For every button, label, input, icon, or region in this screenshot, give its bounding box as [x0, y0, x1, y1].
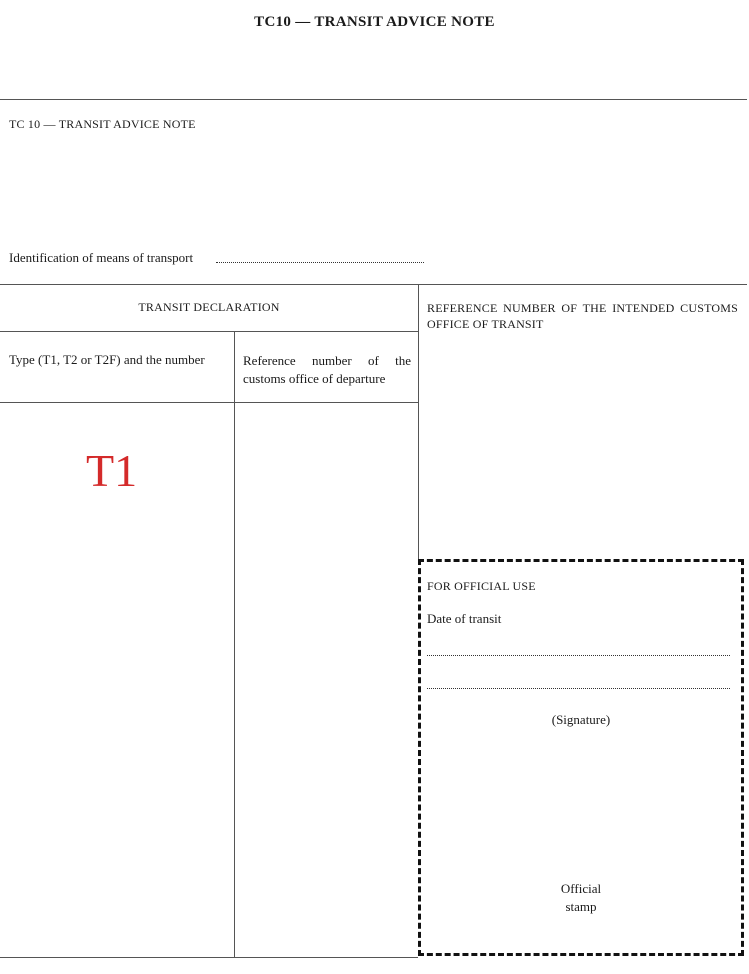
- transit-type-value[interactable]: T1: [86, 445, 138, 496]
- date-of-transit-field[interactable]: [427, 655, 730, 656]
- official-stamp-label: [418, 880, 744, 916]
- column-labels-rule: [0, 402, 418, 403]
- date-of-transit-label: Date of transit: [427, 611, 502, 626]
- table-top-rule: [0, 284, 747, 285]
- transport-identification-field[interactable]: [216, 262, 424, 263]
- document-title: TC10 — TRANSIT ADVICE NOTE: [254, 14, 495, 30]
- top-divider: [0, 99, 747, 100]
- form-subtitle: TC 10 — TRANSIT ADVICE NOTE: [9, 117, 196, 131]
- declaration-inner-divider: [234, 331, 235, 958]
- signature-field[interactable]: [427, 688, 730, 689]
- declaration-header-rule: [0, 331, 418, 332]
- transport-identification-label: Identification of means of transport: [9, 250, 194, 265]
- official-stamp-line1: Official: [560, 881, 602, 896]
- transit-declaration-header: TRANSIT DECLARATION: [138, 300, 280, 314]
- official-use-header: FOR OFFICIAL USE: [427, 579, 536, 593]
- intended-office-label: REFERENCE NUMBER OF THE INTENDED CUSTOMS OFFICE OF TRANSIT: [427, 301, 738, 331]
- table-bottom-rule: [0, 957, 418, 958]
- signature-label: (Signature): [551, 712, 611, 727]
- official-stamp-line2: stamp: [565, 899, 597, 914]
- type-column-label: Type (T1, T2 or T2F) and the number: [9, 352, 205, 367]
- table-column-divider: [418, 284, 419, 560]
- reference-column-label: Reference number of the customs office of departure: [243, 353, 411, 386]
